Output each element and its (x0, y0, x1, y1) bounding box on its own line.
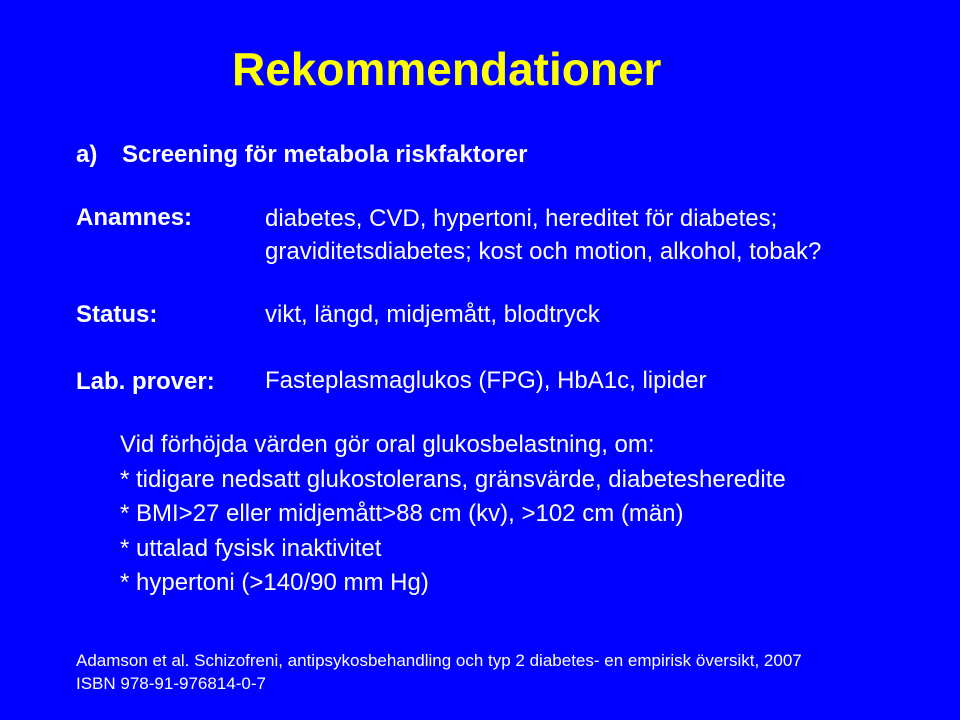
label-anamnes: Anamnes: (76, 204, 193, 231)
section-letter: a) (76, 141, 98, 168)
notes-item-2: * BMI>27 eller midjemått>88 cm (kv), >102 cm (män) (120, 500, 684, 527)
screening-notes (120, 428, 786, 601)
section-heading (76, 141, 527, 169)
value-status (265, 298, 600, 331)
reference (76, 649, 802, 695)
reference-citation: Adamson et al. Schizofreni, antipsykosbehandling och typ 2 diabetes- en empirisk översikt, 2007 (76, 651, 802, 670)
slide-title: Rekommendationer (232, 43, 662, 95)
notes-item-3: * uttalad fysisk inaktivitet (120, 534, 382, 562)
value-lab-prover (265, 364, 707, 397)
notes-item-1: * tidigare nedsatt glukostolerans, gränsvärde, diabetesheredite (120, 465, 786, 493)
section-text: Screening för metabola riskfaktorer (122, 141, 528, 168)
reference-isbn: ISBN 978-91-976814-0-7 (76, 674, 266, 693)
value-anamnes (265, 202, 821, 268)
value-status-line-1: vikt, längd, midjemått, blodtryck (265, 301, 600, 328)
value-anamnes-line-1: diabetes, CVD, hypertoni, hereditet för diabetes; (265, 205, 778, 232)
label-status: Status: (76, 301, 158, 328)
value-lab-prover-line-1: Fasteplasmaglukos (FPG), HbA1c, lipider (265, 367, 707, 394)
notes-intro: Vid förhöjda värden gör oral glukosbelastning, om: (120, 431, 655, 458)
value-anamnes-line-2: graviditetsdiabetes; kost och motion, alkohol, tobak? (265, 238, 822, 265)
label-lab-prover: Lab. prover: (76, 368, 215, 395)
notes-item-4: * hypertoni (>140/90 mm Hg) (120, 569, 429, 596)
